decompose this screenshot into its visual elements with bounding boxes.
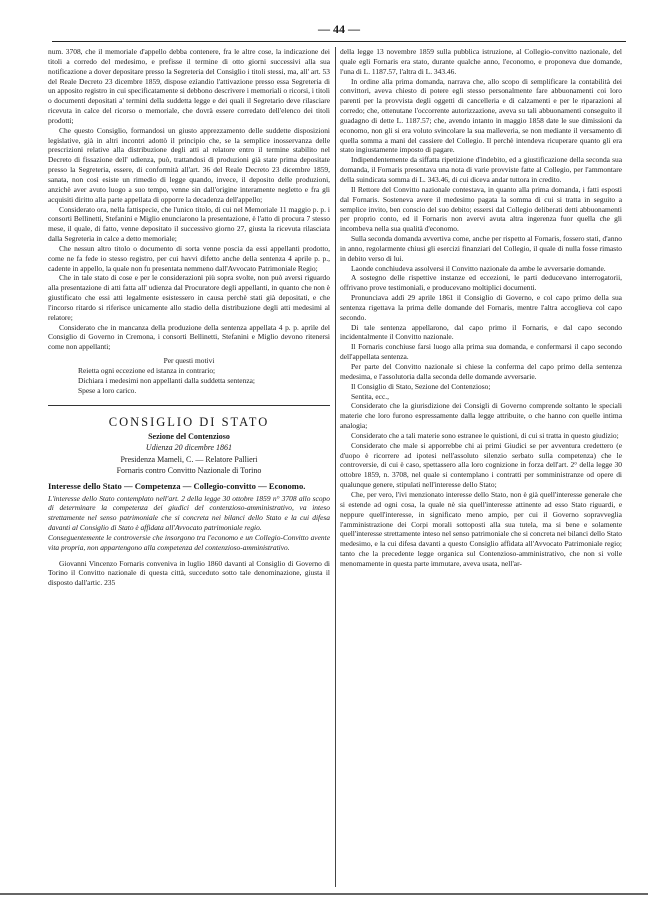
motivi-heading: Per questi motivi [163,356,215,366]
paragraph: della legge 13 novembre 1859 sulla pubblica istruzione, al Collegio-convitto nazionale, del quale egli Fornaris era stato, durante qualche anno, l'economo, e proponeva due domande, l'una di L. 1187.57, l'altra di L. 343.46. [340,47,622,76]
paragraph: Il Consiglio di Stato, Sezione del Contenzioso; [351,381,491,391]
dispositivo-line: Reietta ogni eccezione ed istanza in contrario; [78,366,216,375]
column-divider [335,47,336,887]
paragraph: In ordine alla prima domanda, narrava che, allo scopo di semplificare la contabilità dei convittori, aveva chiesto di potere egli stesso personalmente fare abbuonamenti coi loro parenti per la provvista degli oggetti di cancelleria e di calzamenti e per le riparazioni al corredo; che, ottenutane l'occorrente autorizzazione, aveva su tali abbuonamenti conseguito il guadagno di dette L. 1187.57; che, avendo intanto in maggio 1858 date le sue dimissioni da economo, non gli si era voluto svincolare la sua malleveria, se non mediante il versamento di quella somma a mani del cassiere del Collegio. Il perchè intendeva ricuperare quanto gli era stato ingiustamente imposto di pagare. [340,76,622,155]
paragraph: Indipendentemente da siffatta ripetizione d'indebito, ed a giustificazione della seconda sua domanda, il Fornaris presentava una nota di varie provviste fatte al Collegio, per l'ammontare della suindicata somma di L. 343.46, di cui diceva andar tuttora in credito. [340,155,622,184]
paragraph: Considerato che a tali materie sono estranee le quistioni, di cui si tratta in questo giudizio; [351,430,619,440]
massima-paragraph: L'interesse dello Stato contemplato nell'art. 2 della legge 30 ottobre 1859 n° 3708 allo scopo di determinare la competenza dei giudici del contenzioso-amministrativo, va inteso strettamente nel senso patrimoniale che si concreta nei bilanci dello Stato e la cui difesa davanti al Consiglio di Stato è affidata all'Avvocato patrimoniale regio. [48,493,330,533]
header-rule [52,41,626,42]
dispositivo-line: Spese a loro carico. [78,385,137,395]
paragraph: num. 3708, che il memoriale d'appello debba contenere, fra le altre cose, la indicazione dei titoli a corredo del medesimo, e prefisse il termine di otto giorni successivi alla sua notificazione a dover depositare presso la Segreteria del Consiglio i titoli stessi, ma, all' art. 53 del Reale Decreto 23 dicembre 1859, dispose ezìandio l'attivazione presso essa Segreteria di un apposito registro in cui specificatamente si debbono descrivere i memoriali o ricorsi, i titoli o documenti depositati a' termini della suddetta legge e dei quali il Segretario deve rilasciare ricevuta in calce del ricorso o memoriale, che dovrà essere corredato dell'elenco dei titoli prodotti; [48,47,330,125]
massima-paragraph: Conseguentemente le controversie che insorgono tra l'economo e un Collegio-Convitto avente vita propria, non appartengono alla competenza del contenzioso-amministrativo. [48,532,330,552]
paragraph: Giovanni Vincenzo Fornaris conveniva in luglio 1860 davanti al Consiglio di Governo di Torino il Convitto nazionale di questa città, succeduto sotto tale denominazione, giusta il disposto dall'artic. 235 [48,558,330,588]
paragraph: Che, per vero, l'ivi menzionato interesse dello Stato, non è già quell'interesse generale che si estende ad ogni cosa, la quale nè sia quell'interesse attinente ad esso Stato riguardi, e neppure quell'interesse, in significato meno ampio, per cui il Governo sopravveglia l'amministrazione dei Corpi morali sottoposti alla sua tutela, ma si bene e solamente quell'interesse strettamente inteso nel senso patrimoniale che si concreta nei bilanci dello Stato medesimo, e la cui difesa davanti a questo Consiglio affidata all'Avvocato Patrimoniale regio; tanto che la precedente legge organica sul Contenzioso-amministrativo, che non si volle menomamente in questa parte immutare, aveva usata, nell'ar- [340,489,622,568]
paragraph: Per parte del Convitto nazionale si chiese la conferma del capo primo della sentenza medesima, e l'assolutoria dalla seconda delle domande avversarie. [340,362,622,381]
paragraph: Il Rettore del Convitto nazionale contestava, in quanto alla prima domanda, i fatti esposti dal Fornaris. Sosteneva avere il medesimo pagata la somma di cui si tratta in seguito a semplice invito, ben conscio del suo debito; essersi dal Collegio deliberati detti abbuonamenti per proprio conto, ed il Fornaris non avervi avuta altra ingerenza fuor quella che gli incombeva nella sua qualità d'economo. [340,184,622,234]
paragraph: Che in tale stato di cose e per le considerazioni più sopra svolte, non può aversi riguardo alla presentazione di atti fatta all' udienza dal Procuratore degli appellanti, in quanto che non è giustificato che essi atti legalmente esistessero in causa perchè stati già depositati, e che l'incorso ritardo si riferisce unicamente allo stadio della distribuzione degli atti medesimi al relatore; [48,273,330,322]
paragraph: Di tale sentenza appellarono, dal capo primo il Fornaris, e dal capo secondo incidentalmente il Convitto nazionale. [340,322,622,342]
paragraph: A sostegno delle rispettive instanze ed eccezioni, le parti deducevano interrogatorii, offrivano prove testimoniali, e producevano moltiplici documenti. [340,273,622,293]
paragraph: Pronunciava addì 29 aprile 1861 il Consiglio di Governo, e col capo primo della sua sentenza rigettava la prima delle domande del Fornaris, mentre l'altra accoglieva col capo secondo. [340,293,622,322]
left-column [48,47,330,887]
parties-line: Fornaris contro Convitto Nazionale di Torino [116,465,262,475]
paragraph: Considerato che in mancanza della produzione della sentenza appellata 4 p. p. aprile del Consiglio di Governo in Cremona, i consorti Bellinetti, Stefanini e Miglio devono ritenersi come non appellanti; [48,322,330,352]
paragraph: Che nessun altro titolo o documento di sorta venne poscia da essi appellanti prodotto, come ne fa fede io stesso registro, per cui havvi difetto anche della sentenza 4 aprile p. p., cadente in appello, la quale non fu presentata nemmeno dall'Avvocato Patrimoniale Regio; [48,243,330,273]
right-column [340,47,622,887]
paragraph: Considerato che male si apporrebbe chi ai primi Giudici se per avventura credettero (e d'uopo è ricorrere ad ipotesi nell'assoluto silenzio serbato sulla competenza) che le controversie, di cui è caso, spettassero alla loro cognizione in forza dell'art. 2° della legge 30 ottobre 1859, n. 3708, nel quale si contemplano i contratti per somministranze od opere di qualunque genere, stipulati nell'interesse dello Stato; [340,440,622,490]
dispositivo-line: Dichiara i medesimi non appellanti dalla suddetta sentenza; [78,375,255,385]
paragraph: Sentita, ecc., [351,391,389,401]
page-number: — 44 — [318,22,360,36]
paragraph: Considerato che la giurisdizione dei Consigli di Governo comprende soltanto le speciali materie che loro furono espressamente dalla legge attribuite, o che hanno con quelle intima analogia; [340,401,622,431]
presidency-line: Presidenza Mameli, C. — Relatore Pallieri [120,454,258,464]
subject-heading: Interesse dello Stato — Competenza — Collegio-convitto — Economo. [48,480,306,491]
paragraph: Considerato ora, nella fattispecie, che l'unico titolo, di cui nel Memoriale 11 maggio p. p. i consorti Bellinetti, Stefanini e Miglio enunciarono la presentazione, è l'atto di procura 7 stesso mese, il quale, di fatto, venne depositato il successivo giorno 27, giusta la ricevuta rilasciata dalla Segreteria in calce a detto memoriale; [48,204,330,244]
hearing-date: Udienza 20 dicembre 1861 [145,442,233,452]
decision-title: CONSIGLIO DI STATO [108,414,270,429]
paragraph: Sulla seconda domanda avvertiva come, anche per rispetto al Fornaris, fossero stati, d'anno in anno, regolarmente chiusi gli esercizi finanziari del Collegio, il quale di nulla fosse rimasto in debito verso di lui. [340,234,622,263]
paragraph: Laonde conchiudeva assolversi il Convitto nazionale da ambe le avversarie domande. [351,263,606,273]
bottom-edge [0,893,648,895]
paragraph: Che questo Consiglio, formandosi un giusto apprezzamento delle suddette disposizioni legislative, già in altri incontri adottò il principio che, se la semplice inosservanza delle prescrizioni relative alla distribuzione degli atti al relatore entro il termine stabilito nel Decreto di fissazione dell' udienza, può, trattandosi di produzioni già state prima depositate presso la Segreteria, essere, di conformità all'art. 36 del Reale Decreto 23 dicembre 1859, sanata, non così esiste un rimedio di legge quando, invece, il deposito delle produzioni, anzichè aver avuto luogo a suo tempo, venne sin dall'origine interamente negletto e fra gli acquisiti diritto alla parte appellata di opporre la decadenza dell'appello; [48,125,330,204]
decision-section: Sezione del Contenzioso [148,431,230,441]
section-divider [48,405,330,406]
paragraph: Il Fornaris conchiuse farsi luogo alla prima sua domanda, e confermarsi il capo secondo dell'appellata sentenza. [340,342,622,362]
